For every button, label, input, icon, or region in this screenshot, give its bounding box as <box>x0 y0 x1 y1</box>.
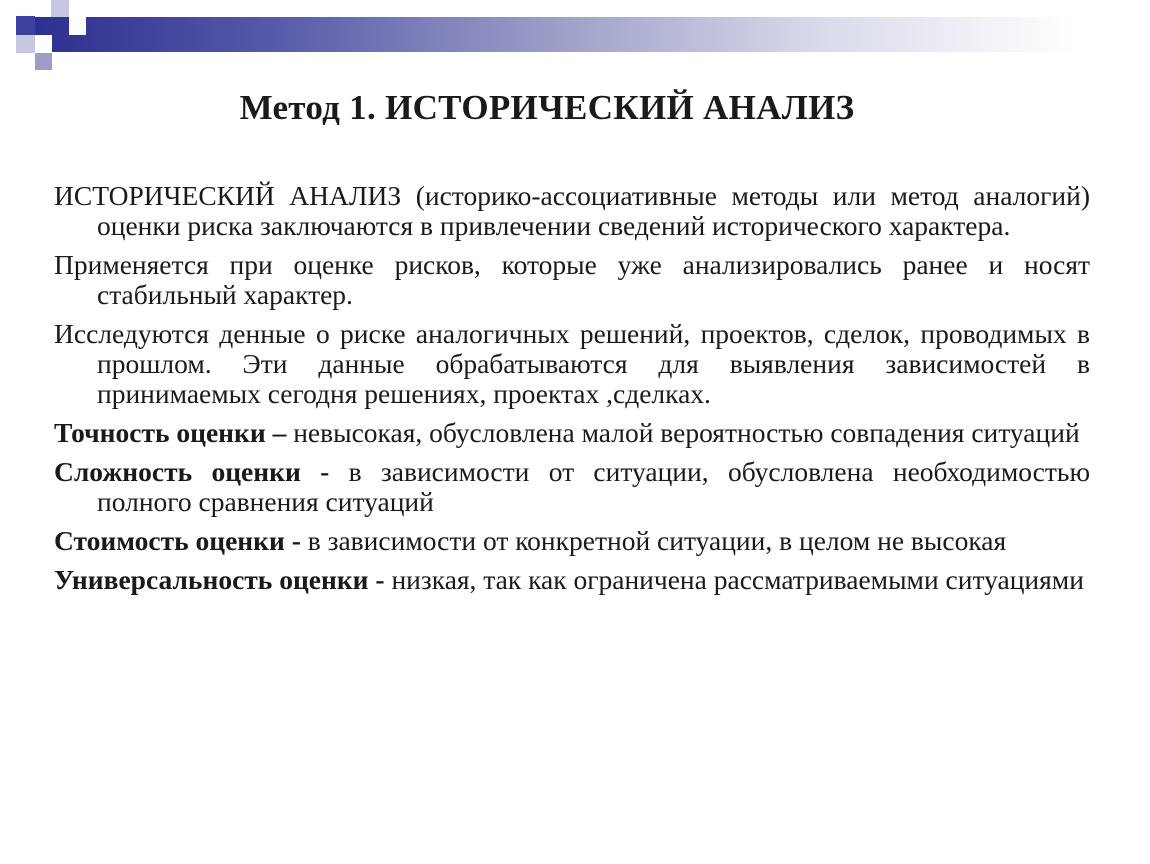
deco-square <box>35 53 52 70</box>
paragraph-text: Исследуются денные о риске аналогичных решений, проектов, сделок, проводимых в прошлом. Эти данные обрабатываются для выявления зависимостей в принимаемых сегодня решениях, проектах ,сделках. <box>54 318 1090 409</box>
paragraph-research <box>54 319 1090 409</box>
paragraph-complexity <box>54 457 1090 517</box>
paragraph-text: невысокая, обусловлена малой вероятностью совпадения ситуаций <box>286 417 1080 448</box>
paragraph-universality <box>54 565 1090 595</box>
paragraph-text: в зависимости от ситуации, обусловлена необходимостью полного сравнения ситуаций <box>97 456 1090 517</box>
paragraph-text: низкая, так как ограничена рассматриваемыми ситуациями <box>384 564 1084 595</box>
deco-square <box>16 16 35 35</box>
paragraph-bold-lead: Универсальность оценки - <box>54 564 385 595</box>
deco-square <box>51 0 69 17</box>
gradient-band <box>30 17 1120 52</box>
deco-square <box>16 35 35 53</box>
deco-square <box>69 17 86 35</box>
paragraph-text: Применяется при оценке рисков, которые уже анализировались ранее и носят стабильный характер. <box>54 249 1090 310</box>
deco-square <box>35 35 52 53</box>
paragraph-cost <box>54 526 1090 556</box>
paragraph-bold-lead: Стоимость оценки - <box>54 525 301 556</box>
paragraph-text: ИСТОРИЧЕСКИЙ АНАЛИЗ (историко-ассоциативные методы или метод аналогий) оценки риска заключаются в привлечении сведений исторического характера. <box>54 180 1090 241</box>
paragraph-bold-lead: Точность оценки – <box>54 417 287 448</box>
paragraph-text: в зависимости от конкретной ситуации, в целом не высокая <box>300 525 1007 556</box>
paragraph-definition <box>54 181 1090 241</box>
slide-body <box>54 181 1090 604</box>
paragraph-accuracy <box>54 418 1090 448</box>
slide-title: Метод 1. ИСТОРИЧЕСКИЙ АНАЛИЗ <box>239 88 855 127</box>
paragraph-bold-lead: Сложность оценки - <box>54 456 330 487</box>
paragraph-application <box>54 250 1090 310</box>
